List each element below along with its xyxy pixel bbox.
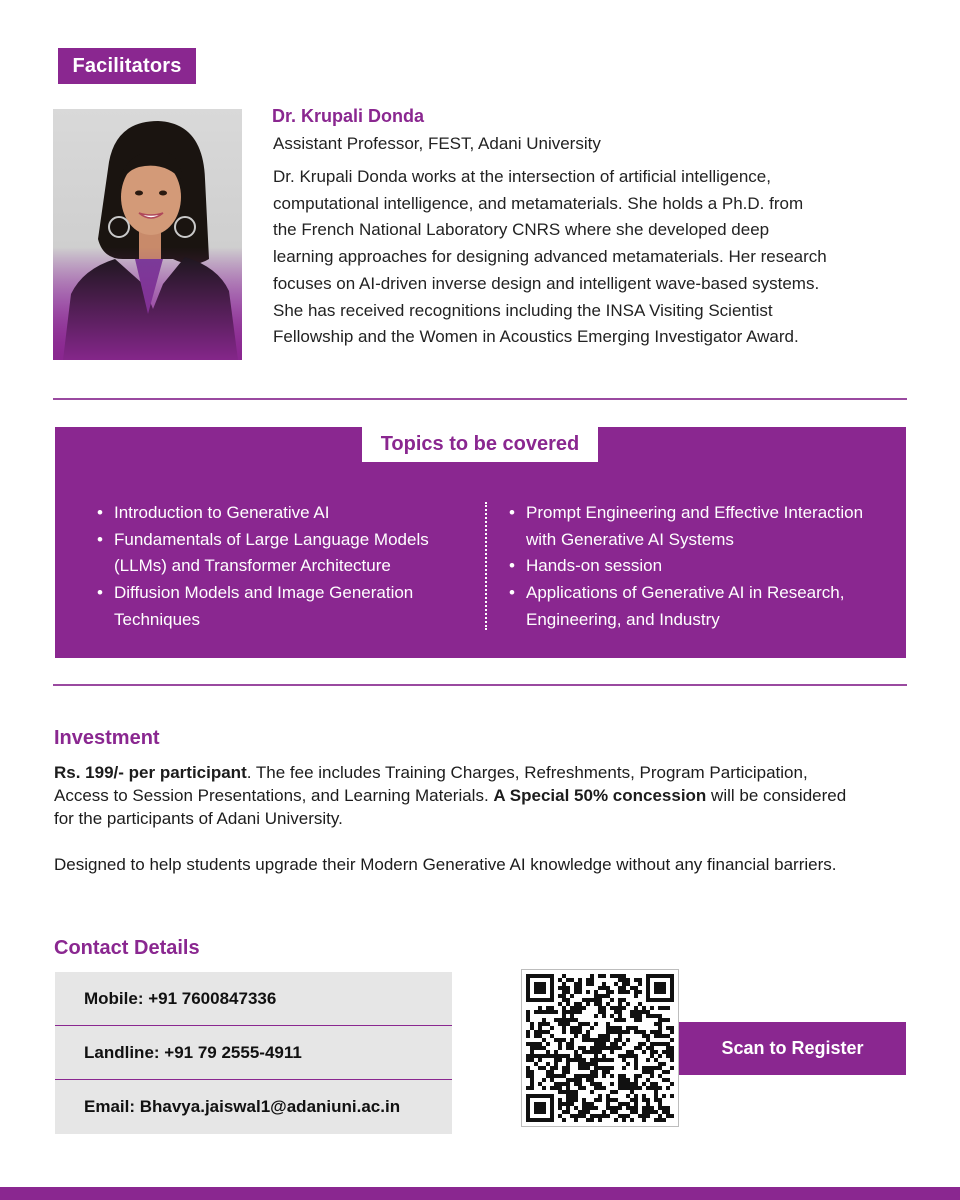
facilitator-bio: [273, 164, 913, 351]
contact-email[interactable]: Email: Bhavya.jaiswal1@adaniuni.ac.in: [84, 1097, 401, 1116]
footer-bar: [0, 1187, 960, 1200]
bio-line: She has received recognitions including the INSA Visiting Scientist: [273, 300, 773, 320]
portrait-photo: [53, 109, 242, 360]
topics-heading: Topics to be covered: [362, 426, 598, 462]
topic-item: • Introduction to Generative AI: [97, 500, 477, 527]
investment-text: [54, 761, 854, 830]
bio-line: learning approaches for designing advanced metamaterials. Her research: [273, 247, 827, 267]
fee-description: . The fee includes Training Charges, Refreshments, Program Participation, Access to Session Presentations, and Learning Materials.: [54, 763, 808, 805]
facilitator-name: Dr. Krupali Donda: [272, 106, 425, 126]
topics-column-divider: [485, 502, 487, 630]
bio-line: the French National Laboratory CNRS where she developed deep: [273, 220, 770, 240]
topics-list-right: [509, 500, 889, 634]
fee-amount: Rs. 199/- per participant: [54, 763, 247, 782]
topics-list-left: [97, 500, 477, 634]
bio-line: focuses on AI-driven inverse design and intelligent wave-based systems.: [273, 273, 820, 293]
facilitator-photo: [53, 109, 242, 360]
topic-item: • Hands-on session: [509, 553, 889, 580]
scan-to-register-button[interactable]: Scan to Register: [679, 1022, 906, 1075]
contact-mobile[interactable]: Mobile: +91 7600847336: [84, 989, 277, 1008]
bio-line: computational intelligence, and metamaterials. She holds a Ph.D. from: [273, 193, 804, 213]
registration-qr[interactable]: [521, 969, 679, 1127]
concession-description: will be considered for the participants of Adani University.: [54, 786, 847, 828]
qr-code-icon: [522, 970, 678, 1126]
contact-landline[interactable]: Landline: +91 79 2555-4911: [84, 1043, 302, 1062]
topic-item: • Fundamentals of Large Language Models (LLMs) and Transformer Architecture: [97, 527, 477, 580]
section-divider: [53, 398, 907, 400]
section-divider: [53, 684, 907, 686]
concession-highlight: A Special 50% concession: [493, 786, 707, 805]
topic-item: • Prompt Engineering and Effective Interaction with Generative AI Systems: [509, 500, 889, 553]
topic-item: • Applications of Generative AI in Research, Engineering, and Industry: [509, 580, 889, 633]
bio-line: Fellowship and the Women in Acoustics Emerging Investigator Award.: [273, 327, 799, 347]
contact-heading: Contact Details: [54, 937, 200, 959]
investment-note: Designed to help students upgrade their Modern Generative AI knowledge without any financial barriers.: [54, 855, 837, 874]
facilitator-title: Assistant Professor, FEST, Adani University: [273, 134, 601, 153]
topic-item: • Diffusion Models and Image Generation Techniques: [97, 580, 477, 633]
bio-line: Dr. Krupali Donda works at the intersection of artificial intelligence,: [273, 167, 771, 186]
facilitators-heading: Facilitators: [58, 48, 196, 84]
investment-heading: Investment: [54, 727, 160, 749]
